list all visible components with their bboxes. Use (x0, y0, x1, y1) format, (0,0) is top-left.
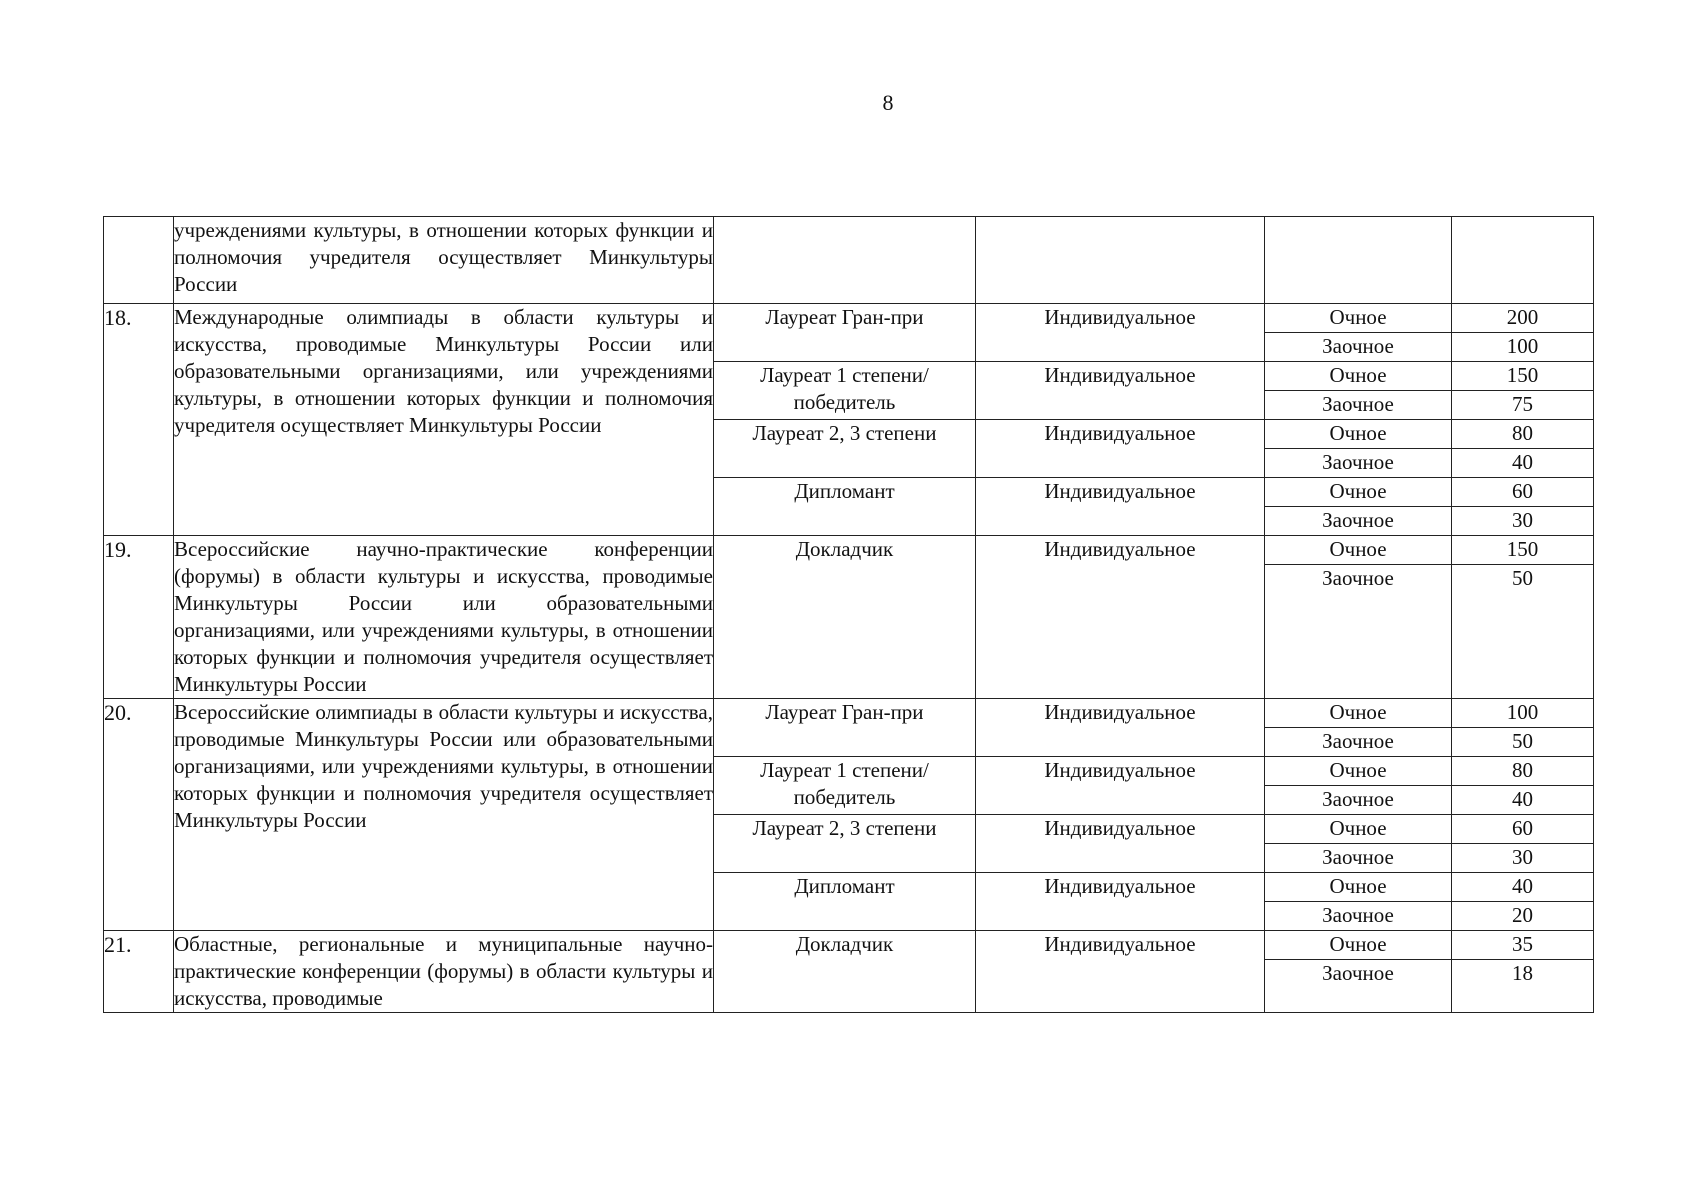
points-value: 40 (1452, 786, 1594, 815)
row-number: 21. (104, 931, 174, 1013)
participation-form: Очное (1265, 699, 1452, 728)
points-value: 100 (1452, 699, 1594, 728)
event-name-cell (174, 217, 714, 304)
event-name: Областные, региональные и муниципальные научно-практические конференции (форумы) в области культуры и искусства, проводимые (174, 932, 713, 1010)
participation-type: Индивидуальное (976, 931, 1265, 1013)
participation-form: Заочное (1265, 391, 1452, 420)
event-name: учреждениями культуры, в отношении которых функции и полномочия учредителя осуществляет Минкультуры России (174, 218, 713, 296)
points-value: 75 (1452, 391, 1594, 420)
award-name: Лауреат 2, 3 степени (714, 815, 976, 873)
row-number: 20. (104, 699, 174, 931)
points-value: 30 (1452, 507, 1594, 536)
table-row (104, 699, 1594, 728)
participation-form: Заочное (1265, 507, 1452, 536)
points-value: 60 (1452, 815, 1594, 844)
participation-form: Заочное (1265, 844, 1452, 873)
participation-type: Индивидуальное (976, 815, 1265, 873)
table-row (104, 931, 1594, 960)
points-value: 80 (1452, 757, 1594, 786)
participation-form: Заочное (1265, 333, 1452, 362)
participation-form: Заочное (1265, 565, 1452, 699)
participation-form: Очное (1265, 757, 1452, 786)
table-row (104, 536, 1594, 565)
table-row-continued (104, 217, 1594, 304)
award-name: Дипломант (714, 873, 976, 931)
row-number: 19. (104, 536, 174, 699)
points-value: 40 (1452, 449, 1594, 478)
participation-type: Индивидуальное (976, 304, 1265, 362)
points-value: 40 (1452, 873, 1594, 902)
participation-type: Индивидуальное (976, 536, 1265, 699)
row-number: 18. (104, 304, 174, 536)
participation-form: Заочное (1265, 449, 1452, 478)
participation-form: Очное (1265, 873, 1452, 902)
award-name: Лауреат 1 степени/ победитель (714, 757, 976, 815)
points-value: 60 (1452, 478, 1594, 507)
award-name: Докладчик (714, 536, 976, 699)
participation-type-cell (976, 217, 1265, 304)
participation-type: Индивидуальное (976, 478, 1265, 536)
points-value: 35 (1452, 931, 1594, 960)
points-cell (1452, 217, 1594, 304)
participation-form-cell (1265, 217, 1452, 304)
table-row (104, 304, 1594, 333)
participation-form: Заочное (1265, 902, 1452, 931)
award-name: Лауреат Гран-при (714, 304, 976, 362)
participation-form: Очное (1265, 931, 1452, 960)
points-value: 80 (1452, 420, 1594, 449)
participation-type: Индивидуальное (976, 362, 1265, 420)
event-name: Всероссийские олимпиады в области культуры и искусства, проводимые Минкультуры России или образовательными организациями, или учреждениями культуры, в отношении которых функции и полномочия учредителя осуществляет Минкультуры России (174, 699, 714, 931)
points-value: 150 (1452, 536, 1594, 565)
points-value: 20 (1452, 902, 1594, 931)
points-value: 50 (1452, 565, 1594, 699)
participation-type: Индивидуальное (976, 757, 1265, 815)
scholarship-points-table (103, 216, 1594, 1013)
event-name: Международные олимпиады в области культуры и искусства, проводимые Минкультуры России или образовательными организациями, или учреждениями культуры, в отношении которых функции и полномочия учредителя осуществляет Минкультуры России (174, 304, 714, 536)
participation-form: Заочное (1265, 786, 1452, 815)
award-cell (714, 217, 976, 304)
award-name: Докладчик (714, 931, 976, 1013)
participation-form: Очное (1265, 478, 1452, 507)
award-name: Лауреат 2, 3 степени (714, 420, 976, 478)
points-value: 100 (1452, 333, 1594, 362)
participation-type: Индивидуальное (976, 420, 1265, 478)
page-number: 8 (882, 90, 894, 115)
points-value: 150 (1452, 362, 1594, 391)
points-value: 200 (1452, 304, 1594, 333)
participation-form: Очное (1265, 304, 1452, 333)
award-name: Лауреат 1 степени/ победитель (714, 362, 976, 420)
event-name-cell (174, 931, 714, 1013)
participation-form: Очное (1265, 362, 1452, 391)
award-name: Дипломант (714, 478, 976, 536)
participation-form: Заочное (1265, 728, 1452, 757)
participation-form: Очное (1265, 420, 1452, 449)
points-value: 18 (1452, 960, 1594, 1013)
row-number-cell (104, 217, 174, 304)
participation-type: Индивидуальное (976, 873, 1265, 931)
participation-type: Индивидуальное (976, 699, 1265, 757)
participation-form: Очное (1265, 536, 1452, 565)
participation-form: Очное (1265, 815, 1452, 844)
points-value: 50 (1452, 728, 1594, 757)
points-value: 30 (1452, 844, 1594, 873)
award-name: Лауреат Гран-при (714, 699, 976, 757)
participation-form: Заочное (1265, 960, 1452, 1013)
event-name: Всероссийские научно-практические конференции (форумы) в области культуры и искусства, проводимые Минкультуры России или образовательными организациями, или учреждениями культуры, в отношении которых функции и полномочия учредителя осуществляет Минкультуры России (174, 536, 714, 699)
